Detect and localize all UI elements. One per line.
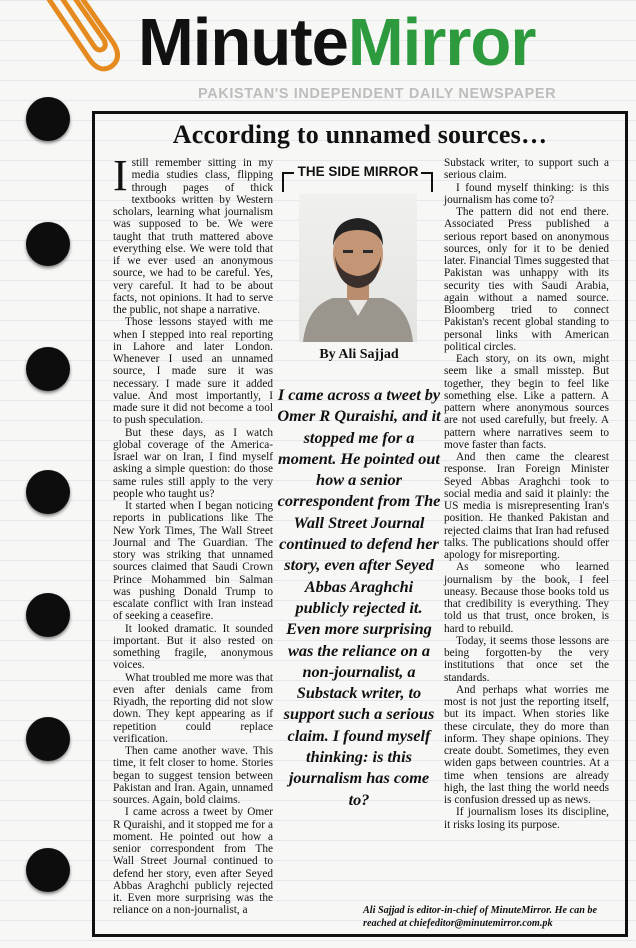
binder-hole <box>26 593 70 637</box>
paragraph: But these days, as I watch global coverage of the America-Israel war on Iran, I find myself asking a simple question: do those same rules still apply to the very people who taught us? <box>113 426 273 500</box>
author-photo <box>299 194 417 342</box>
paragraph: I came across a tweet by Omer R Quraishi, and it stopped me for a moment. He pointed out how a senior correspondent from The Wall Street Journal continued to defend her story, even after Seyed Abbas Araghchi publicly rejected it. Even more surprising was the reliance on a non-journalist, a <box>113 806 273 917</box>
author-note: Ali Sajjad is editor-in-chief of MinuteMirror. He can be reached at chiefeditor@minutemirror.com.pk <box>363 905 598 929</box>
brand-minute: Minute <box>138 5 348 80</box>
paragraph: Each story, on its own, might seem like a small misstep. But together, they begin to feel like something else. Like a pattern. A pattern where anonymous sources are not used carefully, but freely. A pattern where narratives seem to move faster than facts. <box>444 353 609 451</box>
paperclip-icon <box>28 0 123 77</box>
paragraph: Those lessons stayed with me when I stepped into real reporting in Lahore and later London. Whenever I used an unnamed source, I made sure it was necessary. I made sure it added value. And most importantly, I made sure it did not become a tool to push speculation. <box>113 316 273 427</box>
binder-hole <box>26 347 70 391</box>
paragraph: Substack writer, to support such a serious claim. <box>444 157 609 182</box>
tagline: PAKISTAN'S INDEPENDENT DAILY NEWSPAPER <box>198 86 557 102</box>
binder-hole <box>26 97 70 141</box>
paragraph: Then came another wave. This time, it felt closer to home. Stories began to suggest tension between Pakistan and Iran. Again, unnamed sources. Again, bold claims. <box>113 745 273 806</box>
paragraph: If journalism loses its discipline, it risks losing its purpose. <box>444 806 609 831</box>
paragraph: As someone who learned journalism by the book, I feel uneasy. Because those books told us that credibility is everything. They told us that trust, once broken, is hard to rebuild. <box>444 561 609 635</box>
paragraph: And then came the clearest response. Iran Foreign Minister Seyed Abbas Araghchi took to social media and said it plainly: the US media is misrepresenting Iran's position. He thanked Pakistan and rejected claims that Iran had refused talks. The publications should offer apology for misreporting. <box>444 451 609 561</box>
byline: By Ali Sajjad <box>319 347 399 362</box>
paragraph: I found myself thinking: is this journalism has come to? <box>444 181 609 206</box>
drop-cap: I <box>113 151 128 200</box>
paragraph: Today, it seems those lessons are being forgotten-by the very institutions that once set the standards. <box>444 634 609 684</box>
masthead <box>138 4 632 84</box>
article-frame <box>92 111 628 937</box>
paragraph: The pattern did not end there. Associated Press published a serious report based on anonymous sources, only for it to be denied later. Financial Times suggested that Pakistan was unhappy with its security ties with Saudi Arabia, again without a named source. Bloomberg tried to connect Pakistan's recent global standing to personal links with American political circles. <box>444 206 609 353</box>
paragraph: And perhaps what worries me most is not just the reporting itself, but its impact. When stories like these circulate, they do more than inform. They shape opinions. They create doubt. Sometimes, they even widen gaps between countries. At a time when tensions are already high, the last thing the world needs is confusion dressed up as news. <box>444 683 609 806</box>
column-right <box>444 157 609 831</box>
paragraph: What troubled me more was that even after denials came from Riyadh, the reporting did not slow down. They kept appearing as if repetition could replace verification. <box>113 671 273 745</box>
paragraph: It started when I began noticing reports in publications like The New York Times, The Wall Street Journal and The Guardian. The story was striking that unnamed sources claimed that Saudi Crown Prince Mohammed bin Salman was pushing Donald Trump to escalate conflict with Iran instead of seeking a ceasefire. <box>113 500 273 623</box>
brand-mirror: Mirror <box>347 5 536 80</box>
paragraph: It looked dramatic. It sounded important. But it also rested on something fragile, anonymous voices. <box>113 622 273 672</box>
column-title: THE SIDE MIRROR <box>297 164 419 179</box>
column-left <box>113 151 273 917</box>
headline: According to unnamed sources… <box>172 120 548 149</box>
binder-hole <box>26 470 70 514</box>
binder-hole <box>26 222 70 266</box>
pull-quote: I came across a tweet by Omer R Quraishi, and it stopped me for a moment. He pointed out how a senior correspondent from The Wall Street Journal continued to defend her story, even after Seyed Abbas Araghchi publicly rejected it. Even more surprising was the reliance on a non-journalist, a Substack writer, to support such a serious claim. I found myself thinking: is this journalism has come to? <box>277 385 441 809</box>
brand-logo <box>138 4 535 82</box>
binder-hole <box>26 848 70 892</box>
paragraph: Istill remember sitting in my media studies class, flipping through pages of thick textbooks written by Western scholars, learning what journalism was supposed to be. We were taught that truth mattered above everything else. We were told that if we ever used an anonymous source, we had to be careful. Yes, very careful. It had to be about facts, not opinions. It had to serve the public, not shape a narrative. <box>113 151 273 316</box>
binder-hole <box>26 717 70 761</box>
